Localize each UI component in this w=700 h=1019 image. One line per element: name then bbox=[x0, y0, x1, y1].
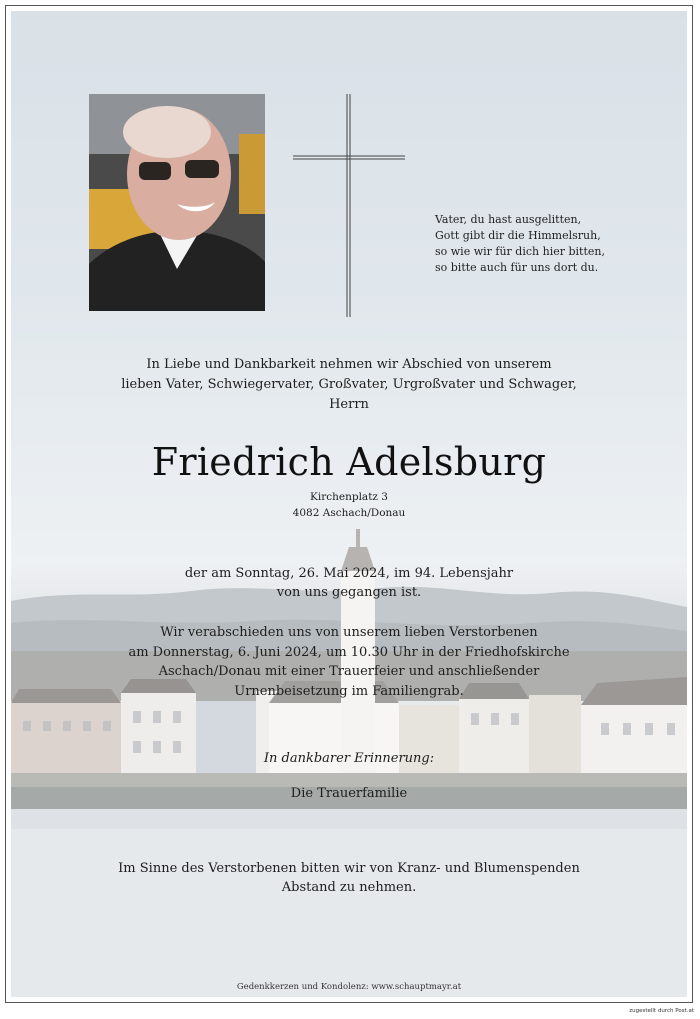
address-street: Kirchenplatz 3 bbox=[310, 491, 388, 503]
death-notice-line: von uns gegangen ist. bbox=[276, 585, 422, 600]
address-city: 4082 Aschach/Donau bbox=[292, 507, 406, 519]
service-line: Urnenbeisetzung im Familiengrab. bbox=[234, 683, 464, 699]
funeral-service-text bbox=[11, 623, 687, 701]
poem-line: so wie wir für dich hier bitten, bbox=[435, 245, 605, 258]
condolence-footer: Gedenkkerzen und Kondolenz: www.schauptmayr.at bbox=[236, 982, 462, 992]
intro-line: In Liebe und Dankbarkeit nehmen wir Abschied von unserem bbox=[146, 357, 552, 372]
family-signature: Die Trauerfamilie bbox=[290, 786, 408, 801]
poem-verse bbox=[435, 212, 675, 276]
cross-icon bbox=[293, 94, 405, 317]
death-notice-line: der am Sonntag, 26. Mai 2024, im 94. Lebensjahr bbox=[184, 566, 514, 581]
delivery-credit: zugestellt durch Post.at bbox=[629, 1008, 694, 1014]
portrait-photo bbox=[89, 94, 265, 311]
donation-request bbox=[11, 859, 687, 897]
poem-line: Vater, du hast ausgelitten, bbox=[435, 213, 582, 226]
intro-line: Herrn bbox=[329, 397, 369, 412]
service-line: Wir verabschieden uns von unserem lieben Verstorbenen bbox=[160, 625, 538, 640]
intro-text bbox=[11, 355, 687, 415]
obituary-sheet bbox=[11, 11, 687, 997]
deceased-name: Friedrich Adelsburg bbox=[151, 440, 547, 484]
poem-line: Gott gibt dir die Himmelsruh, bbox=[435, 229, 601, 242]
death-notice bbox=[11, 564, 687, 602]
poem-line: so bitte auch für uns dort du. bbox=[435, 261, 599, 274]
service-line: am Donnerstag, 6. Juni 2024, um 10.30 Uhr in der Friedhofskirche bbox=[128, 644, 570, 660]
request-line: Abstand zu nehmen. bbox=[281, 880, 417, 895]
deceased-address bbox=[11, 489, 687, 521]
memory-heading: In dankbarer Erinnerung: bbox=[263, 751, 435, 766]
service-line: Aschach/Donau mit einer Trauerfeier und anschließender bbox=[158, 664, 540, 679]
request-line: Im Sinne des Verstorbenen bitten wir von Kranz- und Blumenspenden bbox=[118, 861, 580, 876]
intro-line: lieben Vater, Schwiegervater, Großvater, Urgroßvater und Schwager, bbox=[121, 377, 577, 392]
